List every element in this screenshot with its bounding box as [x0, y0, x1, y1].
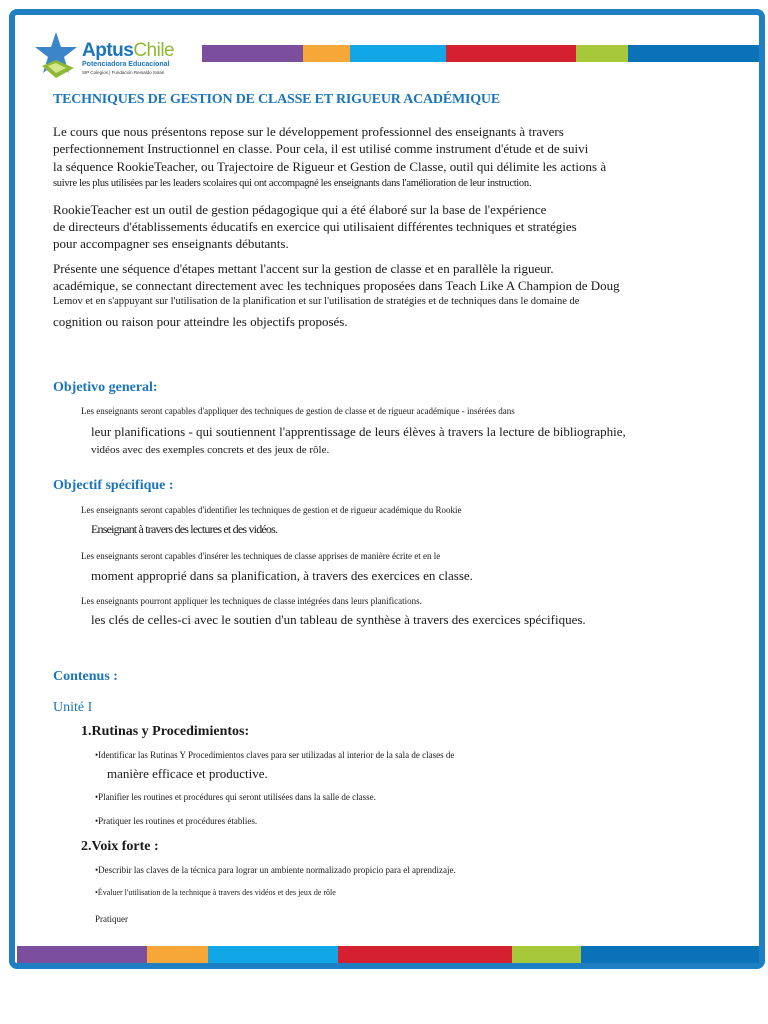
intro-p3-line3: Lemov et en s'appuyant sur l'utilisation de la planification et sur l'utilisation de stratégies et de techniques dans le domaine de	[53, 296, 580, 307]
section1-bullet1-line1: •Identificar las Rutinas Y Procedimientos claves para ser utilizadas al interior de la sala de clases de	[95, 750, 455, 760]
objectif-specifique-item1-line2: Enseignant à travers des lectures et des vidéos.	[91, 522, 278, 536]
section1-bullet2: •Planifier les routines et procédures qui seront utilisées dans la salle de classe.	[95, 792, 376, 802]
intro-p1-line2: perfectionnement Instructionnel en classe. Pour cela, il est utilisé comme instrument d'étude et de suivi	[53, 141, 589, 156]
intro-p1-line1: Le cours que nous présentons repose sur le développement professionnel des enseignants à travers	[53, 124, 564, 139]
intro-p3-line4: cognition ou raison pour atteindre les objectifs proposés.	[53, 314, 348, 329]
intro-p3-line2: académique, se connectant directement avec les techniques proposées dans Teach Like A Champion de Doug	[53, 278, 620, 293]
objectif-specifique-heading: Objectif spécifique :	[53, 478, 174, 493]
objetivo-general-line3: vidéos avec des exemples concrets et des jeux de rôle.	[91, 444, 330, 456]
section2-title: 2.Voix forte :	[81, 839, 159, 854]
section1-bullet1-line2: manière efficace et productive.	[107, 766, 268, 781]
contenus-heading: Contenus :	[53, 669, 118, 684]
objetivo-general-line2: leur planifications - qui soutiennent l'apprentissage de leurs élèves à travers la lecture de bibliographie,	[91, 424, 626, 439]
objectif-specifique-item1-line1: Les enseignants seront capables d'identifier les techniques de gestion et de rigueur académique du Rookie	[81, 505, 462, 515]
objectif-specifique-item2-line1: Les enseignants seront capables d'insérer les techniques de classe apprises de manière écrite et en le	[81, 551, 441, 561]
section1-bullet3: •Pratiquer les routines et procédures établies.	[95, 816, 258, 826]
logo-subtagline: SIP Colegios | Fundación Reinaldo Solari	[82, 70, 165, 75]
page-title: TECHNIQUES DE GESTION DE CLASSE ET RIGUEUR ACADÉMIQUE	[53, 92, 500, 107]
intro-p2-line1: RookieTeacher est un outil de gestion pédagogique qui a été élaboré sur la base de l'expérience	[53, 202, 547, 217]
intro-p1-line4: suivre les plus utilisées par les leaders scolaires qui ont accompagné les enseignants dans l'amélioration de leur instruction.	[53, 178, 532, 189]
objectif-specifique-item3-line1: Les enseignants pourront appliquer les techniques de classe intégrées dans leurs planifications.	[81, 596, 422, 606]
top-color-stripe	[202, 45, 759, 62]
section2-bullet1: •Describir las claves de la técnica para lograr un ambiente normalizado propicio para el aprendizaje.	[95, 865, 456, 875]
star-logo-icon	[34, 30, 82, 80]
objectif-specifique-item3-line2: les clés de celles-ci avec le soutien d'un tableau de synthèse à travers des exercices spécifiques.	[91, 612, 586, 627]
objetivo-general-line1: Les enseignants seront capables d'appliquer des techniques de gestion de classe et de rigueur académique - insérées dans	[81, 406, 515, 416]
section1-title: 1.Rutinas y Procedimientos:	[81, 724, 250, 739]
objectif-specifique-item2-line2: moment approprié dans sa planification, à travers des exercices en classe.	[91, 568, 473, 583]
intro-p2-line2: de directeurs d'établissements éducatifs en exercice qui utilisaient différentes techniques et stratégies	[53, 219, 577, 234]
unit-label: Unité I	[53, 700, 93, 715]
intro-p1-line3: la séquence RookieTeacher, ou Trajectoire de Rigueur et Gestion de Classe, outil qui délimite les actions à	[53, 159, 607, 174]
bottom-color-stripe	[17, 946, 759, 963]
logo-brand: AptusChile	[82, 40, 175, 61]
section2-bullet2: •Évaluer l'utilisation de la technique à travers des vidéos et des jeux de rôle	[95, 888, 336, 897]
logo-tagline: Potenciadora Educacional	[82, 61, 170, 68]
intro-p2-line3: pour accompagner ses enseignants débutants.	[53, 236, 289, 251]
objetivo-general-heading: Objetivo general:	[53, 380, 158, 395]
section2-bullet3: Pratiquer	[95, 914, 128, 924]
intro-p3-line1: Présente une séquence d'étapes mettant l'accent sur la gestion de classe et en parallèle la rigueur.	[53, 261, 554, 276]
